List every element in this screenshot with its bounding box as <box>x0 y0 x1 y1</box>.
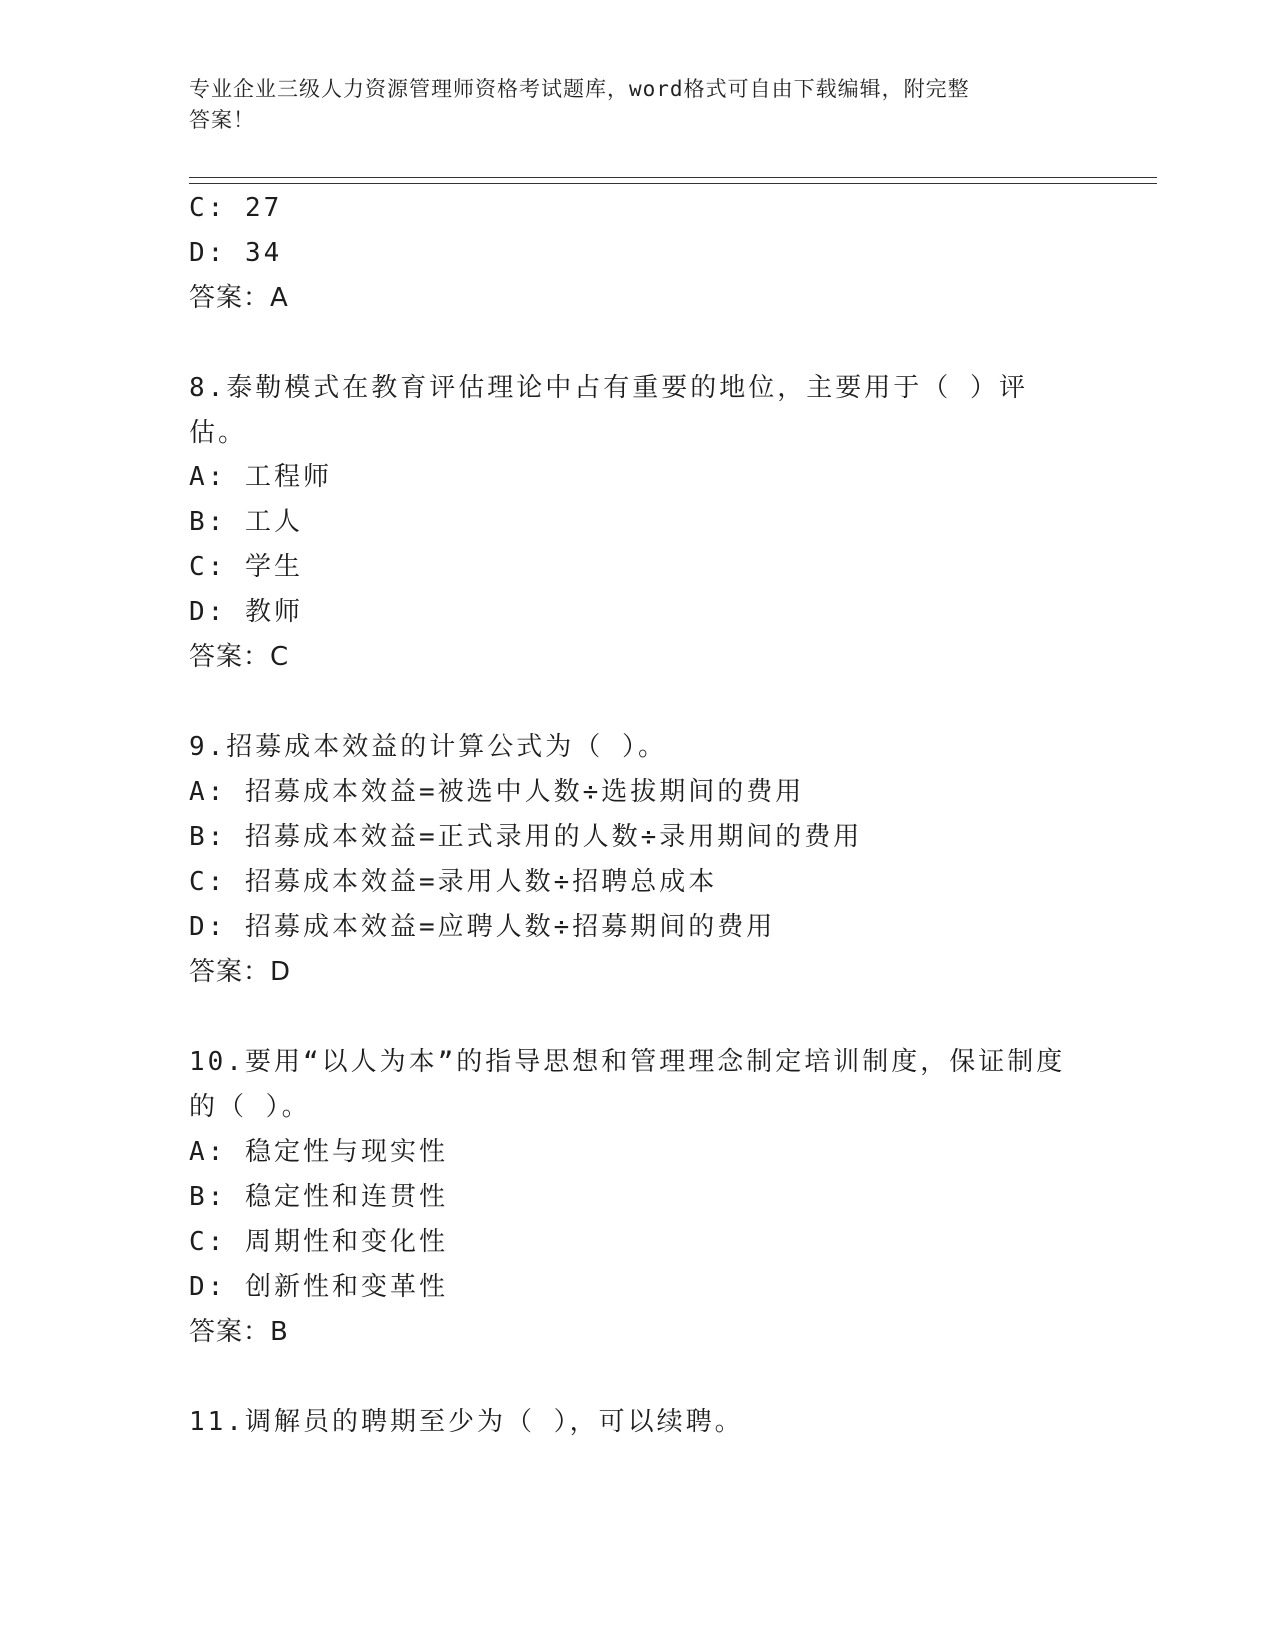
question-8-option-c: C: 学生 <box>189 552 303 582</box>
question-9-stem: 9.招募成本效益的计算公式为（ ）。 <box>189 732 667 762</box>
question-9-option-a: A: 招募成本效益=被选中人数÷选拔期间的费用 <box>189 777 805 807</box>
question-10-stem-line-2: 的（ ）。 <box>189 1092 311 1122</box>
header-divider-bottom <box>189 183 1157 184</box>
header-divider-top <box>189 177 1157 178</box>
question-10-option-c: C: 周期性和变化性 <box>189 1227 448 1257</box>
header-line-2: 答案！ <box>189 108 255 132</box>
prev-option-d: D: 34 <box>189 238 283 268</box>
question-9-option-d: D: 招募成本效益=应聘人数÷招募期间的费用 <box>189 912 776 942</box>
question-9-option-c: C: 招募成本效益=录用人数÷招聘总成本 <box>189 867 718 897</box>
question-10-stem-line-1: 10.要用“以人为本”的指导思想和管理理念制定培训制度，保证制度 <box>189 1047 1066 1077</box>
question-10-option-d: D: 创新性和变革性 <box>189 1272 448 1302</box>
question-10-option-a: A: 稳定性与现实性 <box>189 1137 448 1167</box>
prev-option-c: C: 27 <box>189 193 283 223</box>
prev-answer: 答案：A <box>189 283 289 313</box>
question-8-answer: 答案：C <box>189 642 290 672</box>
question-8-stem-line-1: 8.泰勒模式在教育评估理论中占有重要的地位，主要用于（ ）评 <box>189 373 1028 403</box>
question-8-option-b: B: 工人 <box>189 507 303 537</box>
question-9-option-b: B: 招募成本效益=正式录用的人数÷录用期间的费用 <box>189 822 863 852</box>
question-8-option-d: D: 教师 <box>189 597 303 627</box>
question-8-option-a: A: 工程师 <box>189 462 332 492</box>
question-10-answer: 答案：B <box>189 1317 289 1347</box>
header-line-1: 专业企业三级人力资源管理师资格考试题库，word格式可自由下载编辑，附完整 <box>189 77 970 101</box>
question-8-stem-line-2: 估。 <box>189 418 248 448</box>
document-header <box>189 74 1089 136</box>
question-9-answer: 答案：D <box>189 957 292 987</box>
question-10-option-b: B: 稳定性和连贯性 <box>189 1182 448 1212</box>
question-11-stem: 11.调解员的聘期至少为（ ），可以续聘。 <box>189 1407 744 1437</box>
